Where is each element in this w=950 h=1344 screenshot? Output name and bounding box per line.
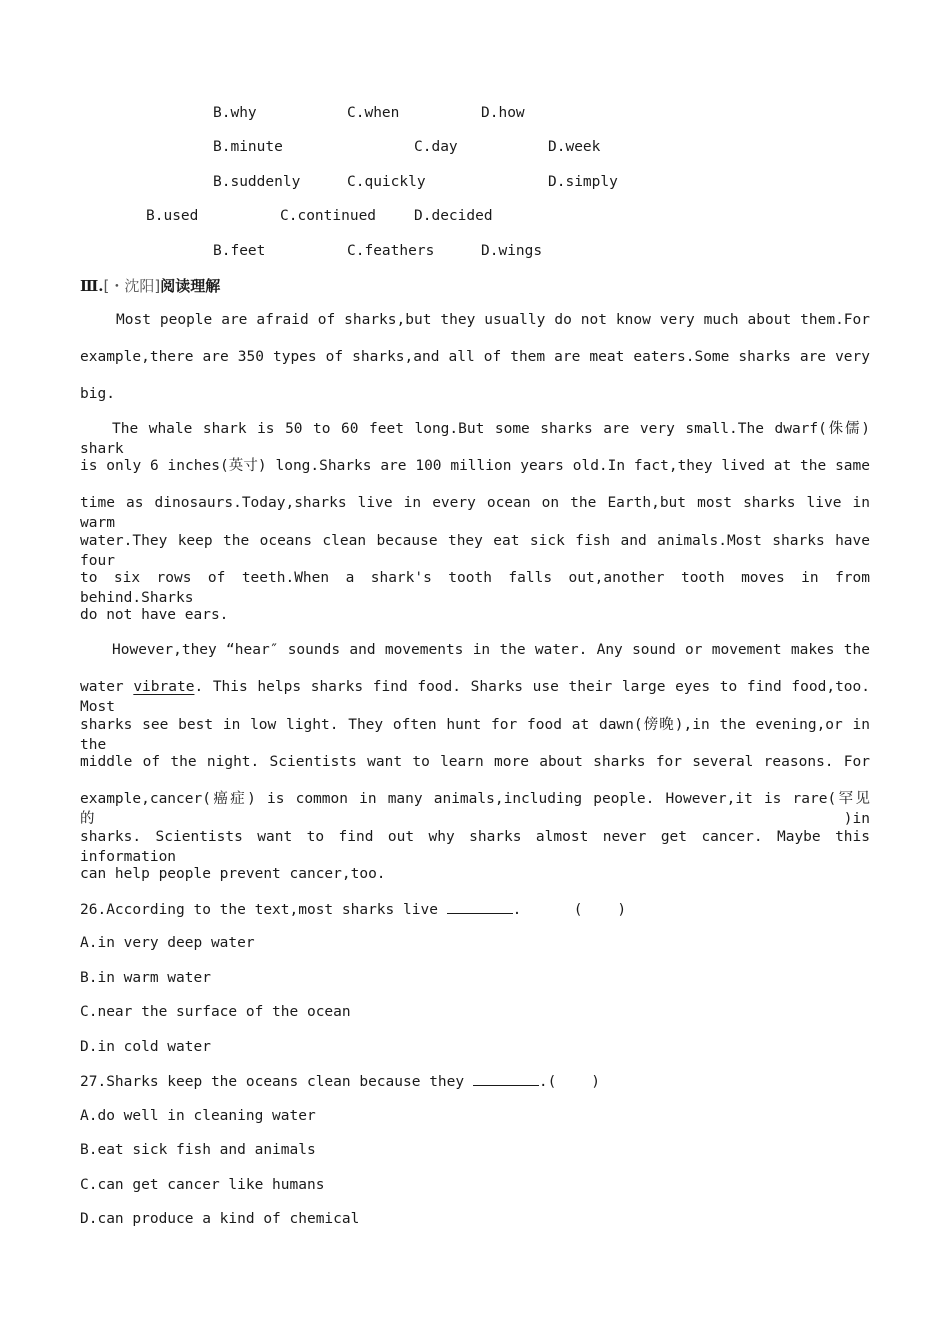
passage-line: example,there are 350 types of sharks,and all of them are meat eaters.Some sharks are very (80, 349, 870, 365)
option-d: D.decided (414, 208, 493, 224)
question-text: 27.Sharks keep the oceans clean because they (80, 1074, 473, 1090)
question-stem (80, 1071, 600, 1092)
option-b: B.feet (213, 243, 266, 259)
section-title: 阅读理解 (160, 277, 221, 295)
passage-line: do not have ears. (80, 607, 229, 623)
passage-text: . This helps sharks find food. Sharks use their large eyes to find food,too. Most (80, 679, 870, 715)
option-b: B.minute (213, 139, 283, 155)
passage-text: water (80, 679, 124, 695)
passage-line: is only 6 inches(英寸) long.Sharks are 100 million years old.In fact,they lived at the same (80, 458, 870, 474)
answer-option: B.eat sick fish and animals (80, 1142, 316, 1158)
option-c: C.day (414, 139, 458, 155)
answer-option: A.in very deep water (80, 935, 255, 951)
option-c: C.feathers (347, 243, 435, 259)
passage-line: Most people are afraid of sharks,but they usually do not know very much about them.For (116, 312, 870, 328)
passage-line: time as dinosaurs.Today,sharks live in every ocean on the Earth,but most sharks live in warm (80, 495, 870, 531)
passage-line: sharks see best in low light. They often hunt for food at dawn(傍晚),in the evening,or in the (80, 717, 870, 753)
question-text: .( ) (538, 1074, 600, 1090)
option-d: D.wings (481, 243, 543, 259)
passage-line: middle of the night. Scientists want to learn more about sharks for several reasons. For (80, 754, 870, 770)
question-stem (80, 899, 626, 920)
passage-line: sharks. Scientists want to find out why sharks almost never get cancer. Maybe this information (80, 829, 870, 865)
section-source: [・沈阳] (103, 277, 161, 295)
option-b: B.used (146, 208, 199, 224)
answer-blank (473, 1071, 539, 1086)
answer-option: D.in cold water (80, 1039, 211, 1055)
passage-line (80, 677, 870, 717)
passage-line: to six rows of teeth.When a shark's tooth falls out,another tooth moves in from behind.Sharks (80, 570, 870, 606)
option-c: C.continued (280, 208, 377, 224)
passage-line: example,cancer(癌症) is common in many animals,including people. However,it is rare(罕见的)in (80, 791, 870, 827)
answer-option: C.near the surface of the ocean (80, 1004, 351, 1020)
option-b: B.why (213, 105, 257, 121)
option-d: D.how (481, 105, 525, 121)
answer-option: A.do well in cleaning water (80, 1108, 316, 1124)
answer-option: C.can get cancer like humans (80, 1177, 325, 1193)
option-c: C.when (347, 105, 400, 121)
passage-line: water.They keep the oceans clean because they eat sick fish and animals.Most sharks have four (80, 533, 870, 569)
answer-option: D.can produce a kind of chemical (80, 1211, 360, 1227)
passage-line: However,they “hear″ sounds and movements in the water. Any sound or movement makes the (112, 642, 870, 658)
answer-option: B.in warm water (80, 970, 211, 986)
option-d: D.week (548, 139, 601, 155)
question-text: 26.According to the text,most sharks live (80, 902, 447, 918)
section-number: Ⅲ. (80, 277, 104, 295)
option-b: B.suddenly (213, 174, 301, 190)
passage-line: big. (80, 386, 115, 402)
passage-line: can help people prevent cancer,too. (80, 866, 386, 882)
passage-line: The whale shark is 50 to 60 feet long.But some sharks are very small.The dwarf(侏儒) shark (80, 421, 870, 457)
option-d: D.simply (548, 174, 618, 190)
underlined-word: vibrate (133, 679, 195, 695)
section-heading (80, 276, 220, 296)
question-text: . ( ) (512, 902, 627, 918)
option-c: C.quickly (347, 174, 426, 190)
answer-blank (447, 899, 513, 914)
